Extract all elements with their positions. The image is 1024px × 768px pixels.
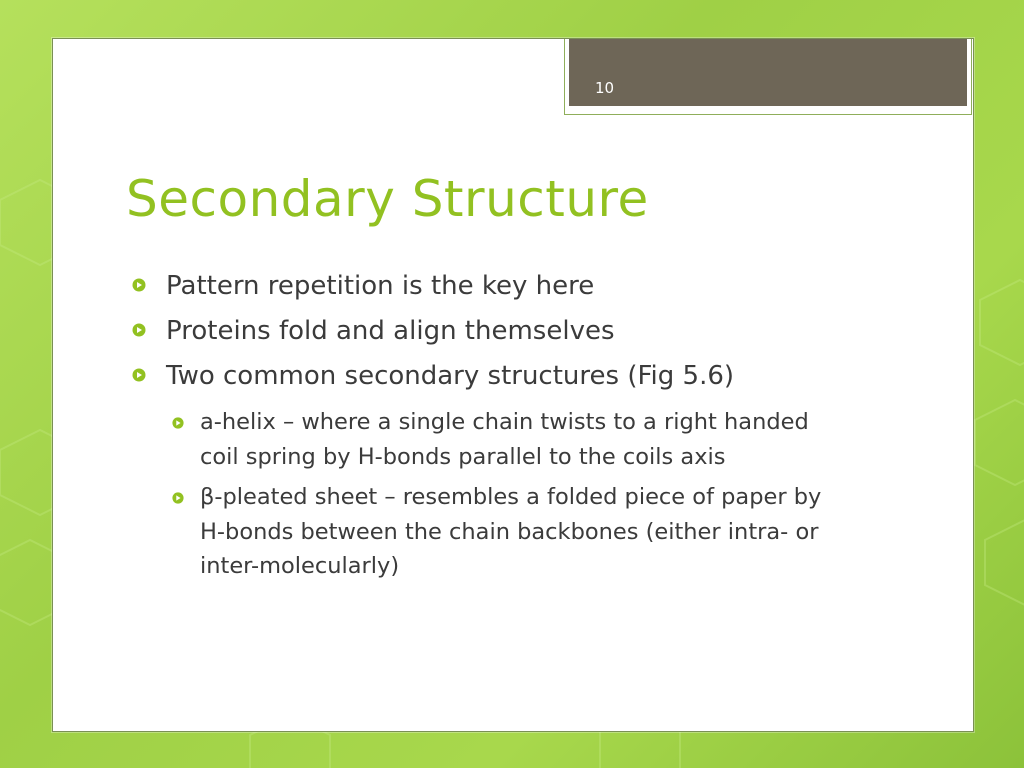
sub-bullet-list bbox=[128, 405, 888, 584]
bullet-list bbox=[128, 264, 888, 590]
slide-number: 10 bbox=[595, 79, 615, 97]
sub-bullet-group bbox=[128, 405, 888, 584]
slide-title: Secondary Structure bbox=[126, 170, 649, 228]
sub-bullet-item bbox=[128, 405, 840, 474]
bullet-text: Two common secondary structures (Fig 5.6) bbox=[166, 361, 735, 391]
sub-bullet-text: a-helix – where a single chain twists to a right handed coil spring by H-bonds parallel to the coils axis bbox=[200, 409, 809, 470]
sub-bullet-text: β-pleated sheet – resembles a folded piece of paper by H-bonds between the chain backbones (either intra- or inter-molecularly) bbox=[200, 484, 822, 579]
slide-number-tab bbox=[564, 39, 972, 115]
slide-number-panel bbox=[569, 39, 967, 106]
bullet-text: Pattern repetition is the key here bbox=[166, 271, 595, 301]
bullet-item bbox=[128, 309, 888, 354]
circle-arrow-right-icon bbox=[132, 368, 146, 382]
circle-arrow-right-icon bbox=[132, 323, 146, 337]
circle-arrow-right-icon bbox=[132, 278, 146, 292]
bullet-item bbox=[128, 354, 888, 399]
circle-arrow-right-icon bbox=[172, 417, 184, 429]
bullet-item bbox=[128, 264, 888, 309]
circle-arrow-right-icon bbox=[172, 492, 184, 504]
sub-bullet-item bbox=[128, 480, 840, 584]
bullet-text: Proteins fold and align themselves bbox=[166, 316, 615, 346]
